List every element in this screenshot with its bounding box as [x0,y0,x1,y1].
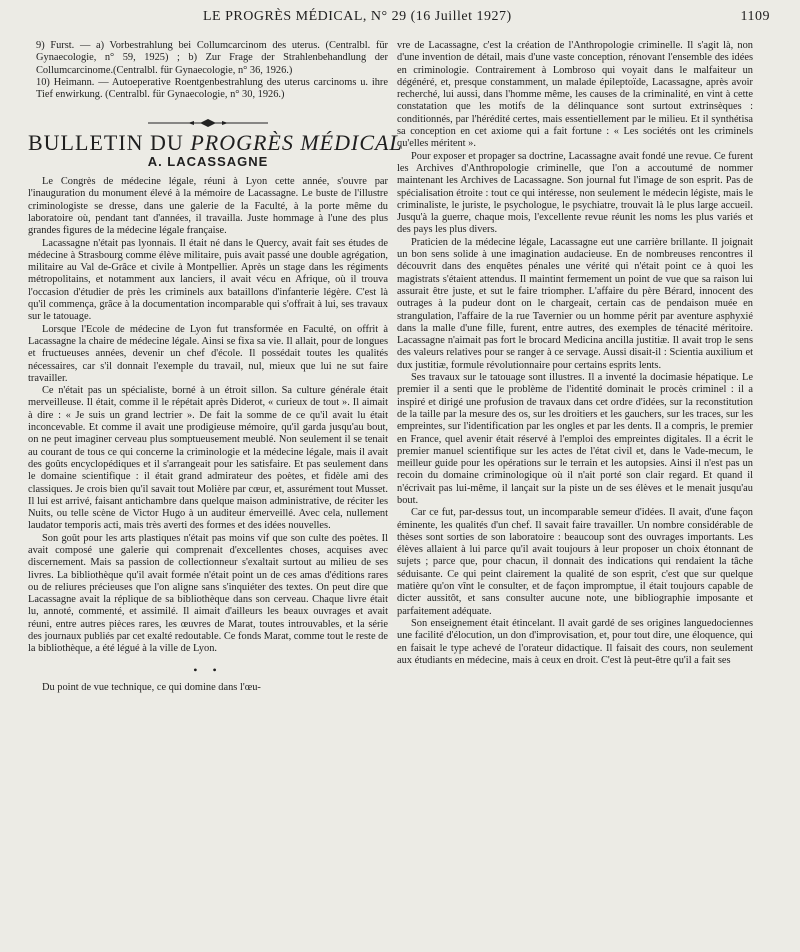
paragraph: vre de Lacassagne, c'est la création de l'Anthropologie criminelle. Il s'agit là, non d'une invention de détail, mais d'une vaste conception, rénovant l'ensemble des idées en criminologie. Contrairement à Lombroso qui voyait dans le malfaiteur un dégénéré, et, presque constamment, un malade épileptoïde, Lacassagne, après avoir recherché, lui aussi, dans l'homme même, les causes de la criminalité, en vint à cette constatation que les motifs de la délinquance sont surtout extrinsèques : conditionnés, par l'hérédité certes, mais essentiellement par le milieu. Et il synthétisa sa conception en cet axiome qui a fait fortune : « Les sociétés ont les criminels qu'elles méritent ». [397,40,753,150]
paragraph: Praticien de la médecine légale, Lacassagne eut une carrière brillante. Il joignait un bon sens solide à une imagination audacieuse. En de nombreuses rencontres il découvrit dans des enquêtes pénales une vérité qui n'était point ce à quoi les magistrats s'étaient attendus. Il maintint fermement un point de vue que sa raison lui assurait être juste, et sut le faire triompher. L'affaire du père Bérard, innocent des outrages à la pudeur dont on le chargeait, certain cas de pendaison muée en strangulation, l'affaire de la rue Tavernier ou un homme périt par aventure asphyxié dans la malle d'une fille, furent, entre autres, des exemples de ténacité méritoire. Lacassagne n'aimait pas fort le brocard Medicina ancilla justitiæ. Il avait trop le sens des valeurs relatives pour se ranger à ce servage. Aussi disait-il : Scientia auxilium et dux justitiæ, formule révolutionnaire pour certains esprits lents. [397,236,753,371]
paragraph: Pour exposer et propager sa doctrine, Lacassagne avait fondé une revue. Ce furent les Archives d'Anthropologie criminelle, que l'on a accoutumé de nommer maintenant les Archives de Lacassagne. Son journal fut l'image de son esprit. Pas de spécialisation étroite : tout ce qui intéresse, non seulement le médecin légiste, mais le criminaliste, le juriste, le psychologue, le psychiatre, trouvait là le plus large accueil. Jusqu'à la guerre, chaque mois, l'excellente revue réunit les noms les plus variés et des pays les plus divers. [397,150,753,236]
paragraph: Car ce fut, par-dessus tout, un incomparable semeur d'idées. Il avait, d'une façon éminente, les qualités d'un chef. Il savait faire travailler. Un nombre considérable de thèses sont sorties de son laboratoire : beaucoup sont des ouvrages importants. Les élèves allaient à lui parce qu'il avait toujours à leur proposer un choix étonnant de sujets ; parce que, pour chacun, il donnait des indications qui rendaient la tâche séduisante. Ce qui peint clairement la qualité de son esprit, c'est que sur quelque matière qu'on vînt le consulter, et de façon impromptue, il était toujours capable de dicter aussitôt, et sans consulter aucune note, une bibliographie imposante et parfaitement adéquate. [397,507,753,617]
reference-item: 10) Heimann. — Autoeperative Roentgenbestrahlung des uterus carcinoms u. ihre Tief enwirkung. (Centralbl. für Gynaecologie, n° 30, 1926.) [36,76,388,101]
paragraph: Ce n'était pas un spécialiste, borné à un étroit sillon. Sa culture générale était merveilleuse. Il était, comme il le répétait après Diderot, « curieux de tout ». Il aimait à dire : « Je suis un grand lectrier ». De fait la somme de ce qu'il avait lu était inconcevable. Et comme il avait une prodigieuse mémoire, qu'il garda jusqu'au bout, on ne peut imaginer cerveau plus somptueusement meublé. Non seulement il se tenait au courant de tous ce qui concerne la criminologie et la médecine légale, mais il avait des goûts encyclopédiques et il s'arrangeait pour les satisfaire. Et pas seulement dans le domaine scientifique : il était grand admirateur des poètes, et fidèle ami des classiques. Je crois bien qu'il savait tout Molière par cœur, et, assurément tout Musset. Il lui est arrivé, faisant antichambre dans quelque maison administrative, de réciter les Nuits, ou telle scène de Victor Hugo à un auditeur émerveillé. Avec cela, nullement laudator temporis acti, mais très averti des formes et des idées nouvelles. [28,385,388,532]
article-heading: A. LACASSAGNE [147,153,269,169]
section-divider: • • [193,662,223,677]
bulletin-title-italic: PROGRÈS MÉDICAL [190,130,403,156]
bulletin-title [28,130,403,156]
paragraph: Lacassagne n'était pas lyonnais. Il était né dans le Quercy, avait fait ses études de médecine à Strasbourg comme élève militaire, puis avait passé une double agrégation, militaire au Val de-Grâce et civile à Montpellier. Après un stage dans les régiments métropolitains, et notamment aux lanciers, il avait vécu en Afrique, où il trouva l'occasion d'étudier de près les criminels aux bataillons d'infanterie légère. C'est là qu'il commença, grâce à la documentation incomparable qui s'offrait à lui, ses travaux sur le tatouage. [28,237,388,323]
bulletin-title-prefix: BULLETIN DU [28,130,184,156]
ornament-divider [148,119,268,127]
paragraph: Lorsque l'Ecole de médecine de Lyon fut transformée en Faculté, on offrit à Lacassagne la chaire de médecine légale. Ainsi se fixa sa vie. Il allait, pour de longues et fructueuses années, devenir un chef d'école. Il possédait toutes les qualités nécessaires, car s'il donnait l'exemple du travail, nul, mieux que lui ne sut faire travailler. [28,323,388,384]
reference-item: 9) Furst. — a) Vorbestrahlung bei Collumcarcinom des uterus. (Centralbl. für Gynaecologie, n° 59, 1925) ; b) Zur Frage der Strahlenbehandlung der Collumcarcinome.(Centralbl. für Gynaecologie, n° 36, 1926.) [36,40,388,76]
paragraph: Son goût pour les arts plastiques n'était pas moins vif que son culte des poètes. Il avait composé une galerie qui comprenait d'excellentes choses, acquises avec discernement. Mais sa passion de collectionneur s'exaltait surtout au milieu de ses livres. La bibliothèque qu'il avait formée n'était point un de ces amas d'éditions rares ou de reliures précieuses que l'on aligne sans s'inquiéter des textes. On peut dire que Lacassagne avait la réplique de sa bibliothèque dans son cerveau. Chaque livre était lu, annoté, commenté, et assimilé. Il aimait d'ailleurs les beaux ouvrages et avait réuni, entre autres pièces rares, les œuvres de Marat, toutes introuvables, et la série des journaux publiés par cet exalté redoutable. Ce fonds Marat, comme tout le reste de la bibliothèque, a été légué à la ville de Lyon. [28,532,388,655]
paragraph: Son enseignement était étincelant. Il avait gardé de ses origines languedociennes une facilité d'élocution, un don d'improvisation, et, pour tout dire, une éloquence, qui en faisait le type achevé de l'orateur didactique. Il faisait des cours, non seulement aux étudiants en médecine, mais à ceux en droit. C'est là peut-être qu'il a fait ses [397,617,753,666]
paragraph: Ses travaux sur le tatouage sont illustres. Il a inventé la docimasie hépatique. Le premier il a senti que le problème de l'identité dominait le procès criminel : il a inspiré et dirigé une profusion de travaux dans cet ordre d'idées, sur la reconstitution de la taille par la mesure des os, sur les droitiers et les gauchers, sur les traces, sur les empreintes, sur l'identification par les ongles et par les dents. Il a compris, le premier en France, quel avenir était réservé à l'emploi des empreintes digitales. Il a écrit le premier manuel scientifique sur les actes de l'état civil et, dans le Vade-mecum, le meilleur guide pour les opérations sur le terrain et les autopsies. Ainsi il n'est pas un recoin du domaine criminologique où il n'ait porté son clair regard. Et quand il n'écrivait pas lui-même, il lançait sur la piste un de ses élèves et le menait jusqu'au bout. [397,372,753,506]
page-number: 1109 [740,9,770,24]
paragraph: Du point de vue technique, ce qui domine dans l'œu- [42,681,261,693]
paragraph: Le Congrès de médecine légale, réuni à Lyon cette année, s'ouvre par l'inauguration du monument élevé à la mémoire de Lacassagne. Le buste de l'illustre criminologiste se dresse, dans une galerie de la Faculté, à la porte même du laboratoire où, pendant tant d'années, il travailla. Juste hommage à l'une des plus grandes figures de la médecine légale française. [28,176,388,237]
running-header [0,9,800,29]
journal-title: LE PROGRÈS MÉDICAL, N° 29 (16 Juillet 1927) [203,9,512,24]
left-column [28,40,403,694]
right-column [397,40,753,667]
